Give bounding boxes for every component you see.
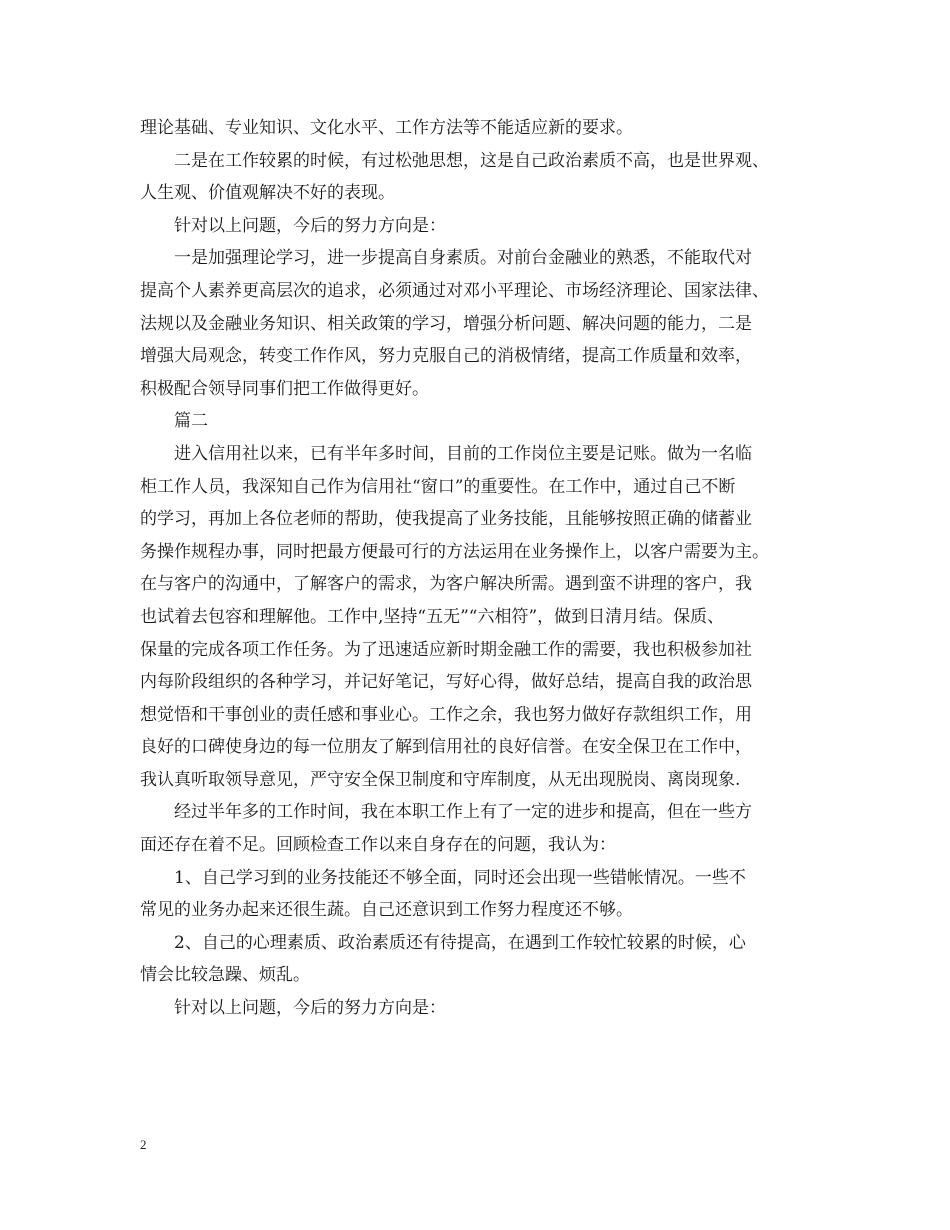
text-line: 柜工作人员，我深知自己作为信用社“窗口”的重要性。在工作中，通过自己不断	[140, 476, 736, 497]
text-line: 务操作规程办事，同时把最方便最可行的方法运用在业务操作上，以客户需要为主。	[140, 541, 769, 562]
page-number: 2	[140, 1137, 147, 1152]
text-line: 情会比较急躁、烦乱。	[140, 965, 310, 986]
text-line: 常见的业务办起来还很生蔬。自己还意识到工作努力程度还不够。	[140, 900, 633, 921]
text-line: 二是在工作较累的时候，有过松弛思想，这是自己政治素质不高，也是世界观、	[174, 150, 769, 171]
text-line: 法规以及金融业务知识、相关政策的学习，增强分析问题、解决问题的能力，二是	[140, 313, 752, 334]
text-line: 在与客户的沟通中，了解客户的需求，为客户解决所需。遇到蛮不讲理的客户，我	[140, 574, 752, 595]
text-line: 针对以上问题，今后的努力方向是：	[174, 215, 446, 236]
text-line: 人生观、价值观解决不好的表现。	[140, 183, 395, 204]
text-line: 面还存在着不足。回顾检查工作以来自身存在的问题，我认为：	[140, 835, 616, 856]
text-line: 理论基础、专业知识、文化水平、工作方法等不能适应新的要求。	[140, 118, 633, 138]
text-line: 增强大局观念，转变工作作风，努力克服自己的消极情绪，提高工作质量和效率，	[140, 346, 752, 367]
text-line: 经过半年多的工作时间，我在本职工作上有了一定的进步和提高，但在一些方	[174, 802, 752, 823]
text-line: 想觉悟和干事创业的责任感和事业心。工作之余，我也努力做好存款组织工作，用	[140, 704, 752, 725]
text-line: 一是加强理论学习，进一步提高自身素质。对前台金融业的熟悉，不能取代对	[174, 248, 752, 269]
text-line: 我认真听取领导意见，严守安全保卫制度和守库制度，从无出现脱岗、离岗现象.	[140, 769, 741, 790]
text-line: 保量的完成各项工作任务。为了迅速适应新时期金融工作的需要，我也积极参加社	[140, 639, 752, 660]
text-line: 良好的口碑使身边的每一位朋友了解到信用社的良好信誉。在安全保卫在工作中，	[140, 737, 752, 758]
text-line: 针对以上问题，今后的努力方向是：	[174, 998, 446, 1019]
section-heading: 篇二	[174, 411, 208, 432]
text-line: 1、自己学习到的业务技能还不够全面，同时还会出现一些错帐情况。一些不	[174, 867, 746, 888]
text-line: 2、自己的心理素质、政治素质还有待提高，在遇到工作较忙较累的时候，心	[174, 932, 746, 953]
text-line: 也试着去包容和理解他。工作中,坚持“五无”“六相符”，做到日清月结。保质、	[140, 606, 725, 627]
text-line: 提高个人素养更高层次的追求，必须通过对邓小平理论、市场经济理论、国家法律、	[140, 280, 769, 301]
text-line: 的学习，再加上各位老师的帮助，使我提高了业务技能，且能够按照正确的储蓄业	[140, 509, 752, 530]
document-body	[140, 112, 810, 1025]
text-line: 内每阶段组织的各种学习，并记好笔记，写好心得，做好总结，提高自我的政治思	[140, 672, 752, 693]
text-line: 积极配合领导同事们把工作做得更好。	[140, 378, 429, 399]
text-line: 进入信用社以来，已有半年多时间，目前的工作岗位主要是记账。做为一名临	[174, 443, 752, 464]
